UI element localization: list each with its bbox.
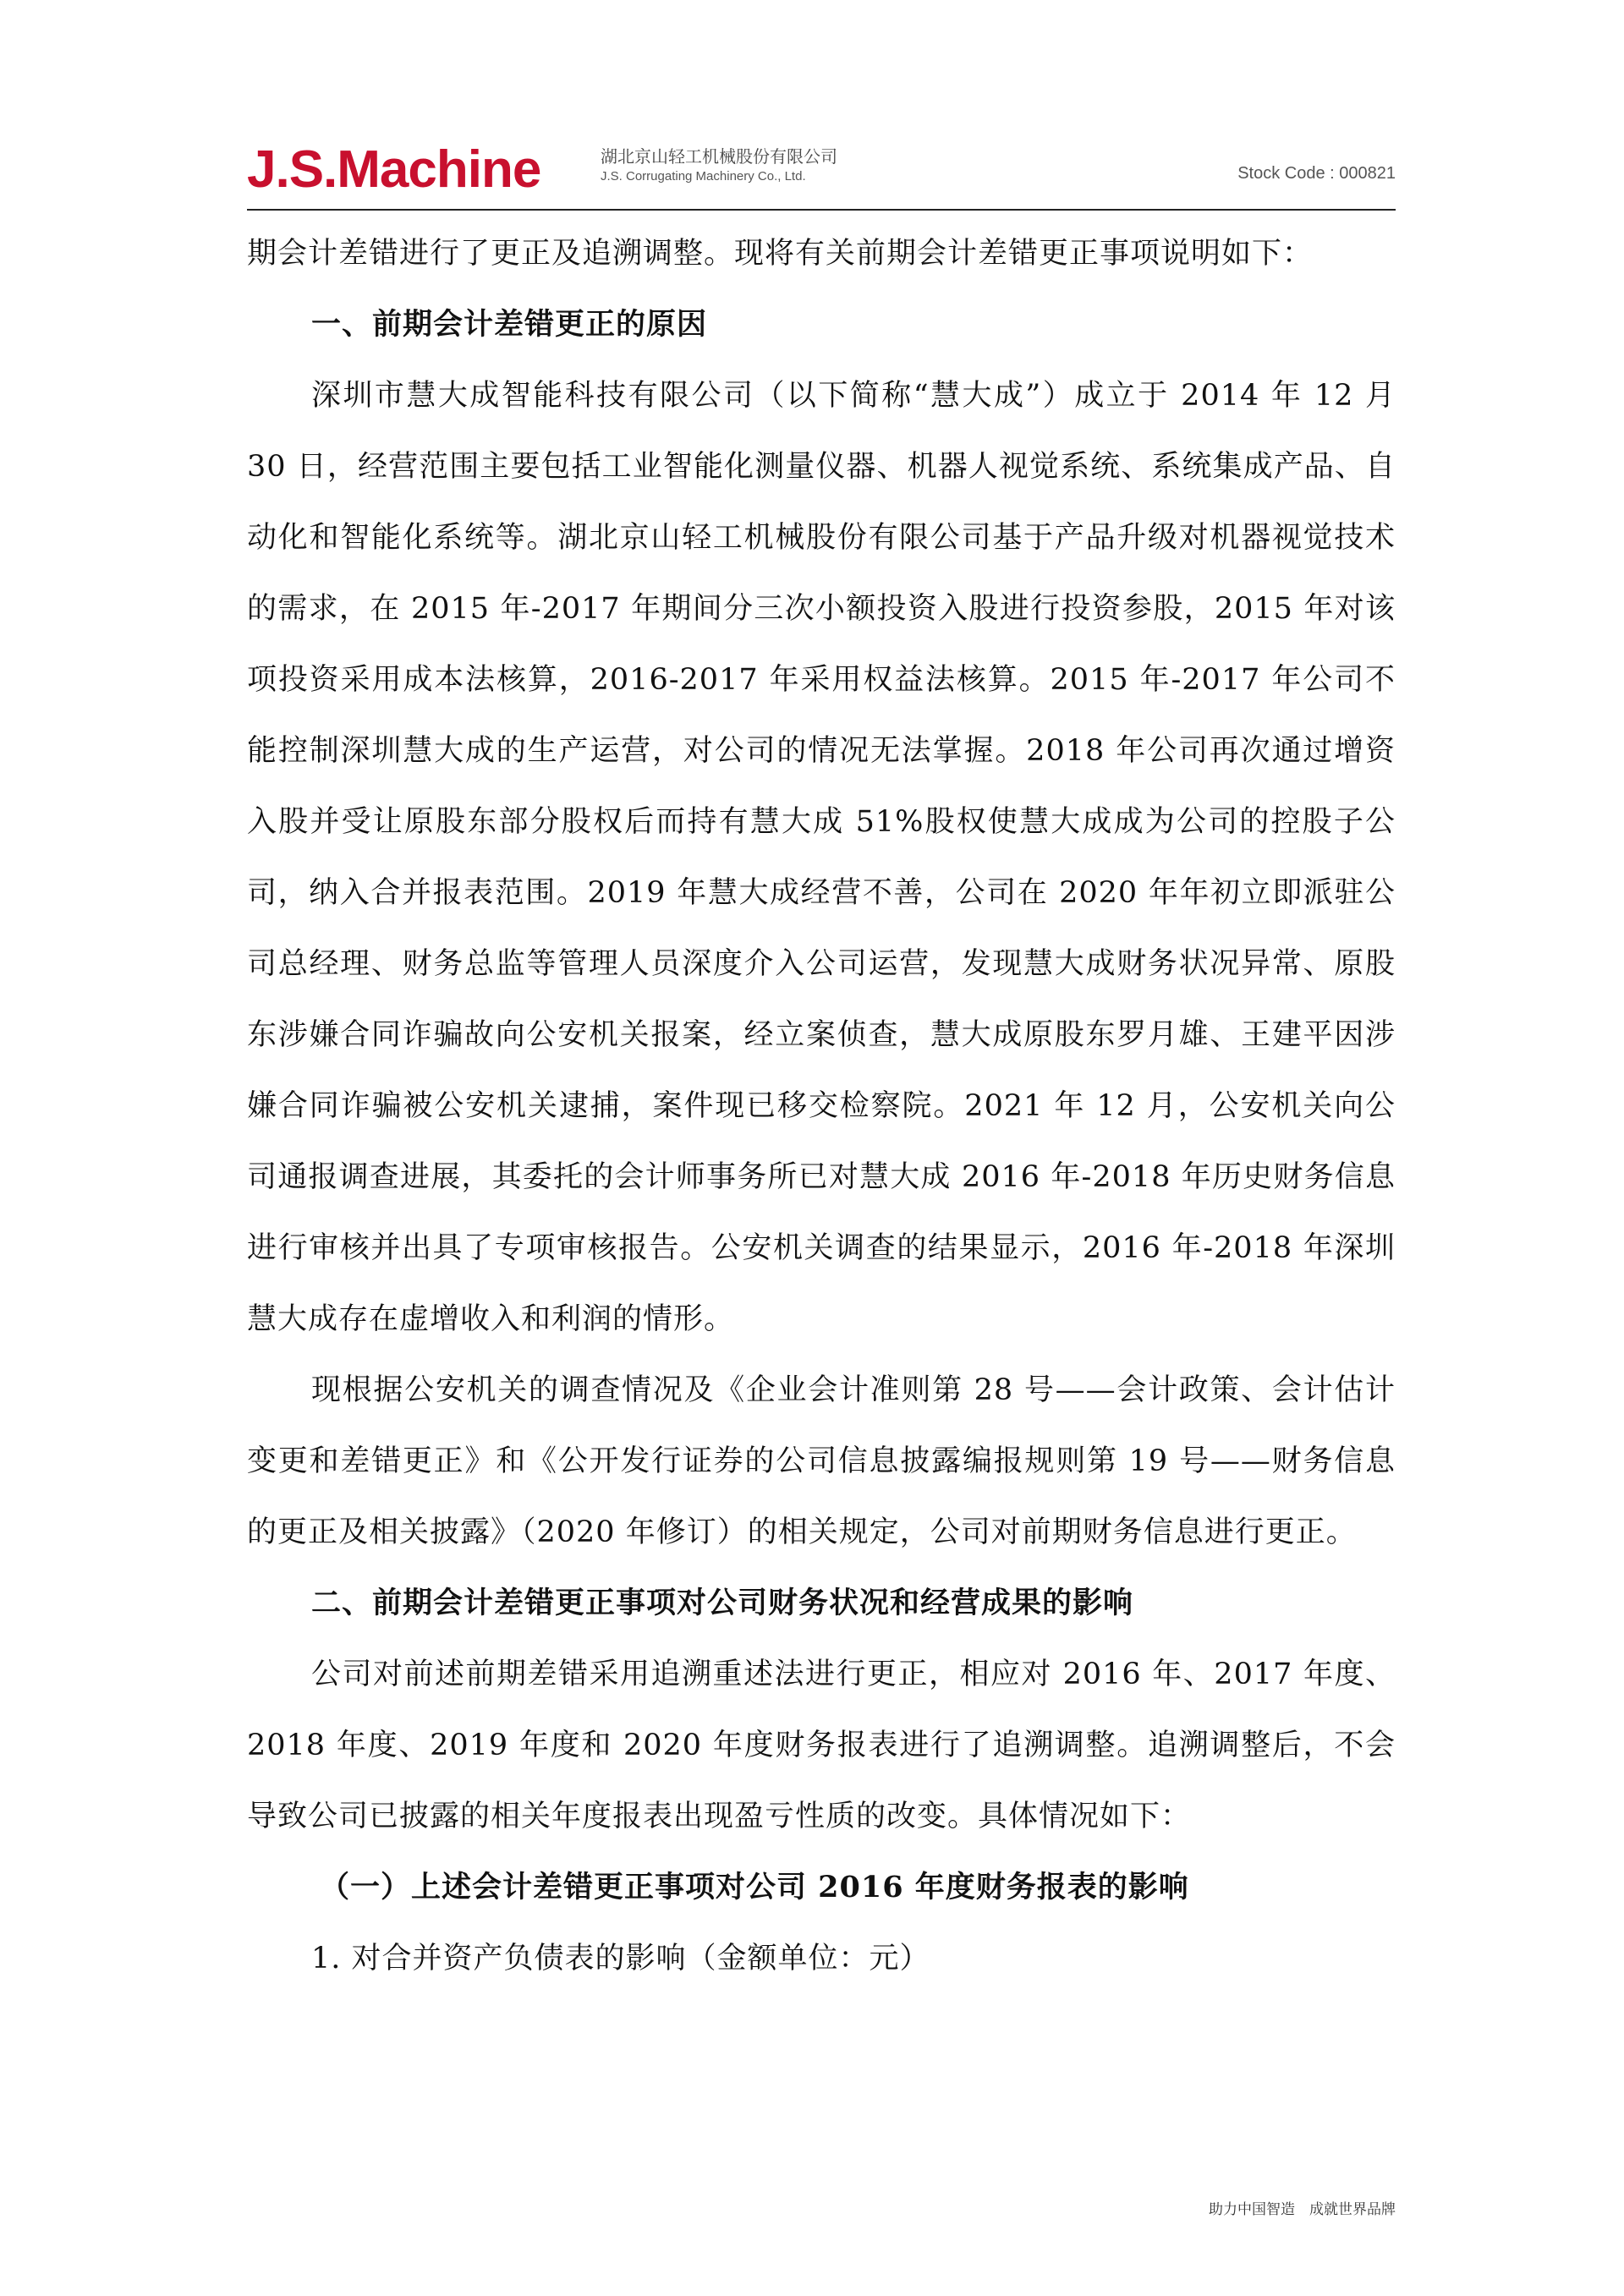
subsection-heading-2016: （一）上述会计差错更正事项对公司 2016 年度财务报表的影响 xyxy=(320,1870,1189,1904)
company-name-block xyxy=(601,147,837,186)
document-body xyxy=(247,218,1396,1994)
item-balance-sheet: 1. 对合并资产负债表的影响（金额单位：元） xyxy=(311,1942,930,1975)
company-logo: J.S.Machine xyxy=(247,140,541,199)
footer-slogan: 助力中国智造 成就世界品牌 xyxy=(1209,2201,1396,2217)
paragraph-reason: 深圳市慧大成智能科技有限公司（以下简称“慧大成”）成立于 2014 年 12 月 30 日，经营范围主要包括工业智能化测量仪器、机器人视觉系统、系统集成产品、自动化和智能化系统等。湖北京山轻工机械股份有限公司基于产品升级对机器视觉技术的需求，在 2015 年-2017 年期间分三次小额投资入股进行投资参股，2015 年对该项投资采用成本法核算，2016-2017 年采用权益法核算。2015 年-2017 年公司不能控制深圳慧大成的生产运营，对公司的情况无法掌握。2018 年公司再次通过增资入股并受让原股东部分股权后而持有慧大成 51%股权使慧大成成为公司的控股子公司，纳入合并报表范围。2019 年慧大成经营不善，公司在 2020 年年初立即派驻公司总经理、财务总监等管理人员深度介入公司运营，发现慧大成财务状况异常、原股东涉嫌合同诈骗故向公安机关报案，经立案侦查，慧大成原股东罗月雄、王建平因涉嫌合同诈骗被公安机关逮捕，案件现已移交检察院。2021 年 12 月，公安机关向公司通报调查进展，其委托的会计师事务所已对慧大成 2016 年-2018 年历史财务信息进行审核并出具了专项审核报告。公安机关调查的结果显示，2016 年-2018 年深圳慧大成存在虚增收入和利润的情形。 xyxy=(247,379,1396,1336)
section-heading-2: 二、前期会计差错更正事项对公司财务状况和经营成果的影响 xyxy=(311,1586,1134,1620)
page-header xyxy=(247,140,1396,199)
paragraph-basis: 现根据公安机关的调查情况及《企业会计准则第 28 号——会计政策、会计估计变更和差错更正》和《公开发行证券的公司信息披露编报规则第 19 号——财务信息的更正及相关披露》（2020 年修订）的相关规定，公司对前期财务信息进行更正。 xyxy=(247,1373,1396,1549)
stock-code: Stock Code : 000821 xyxy=(1237,164,1396,183)
section-heading-1: 一、前期会计差错更正的原因 xyxy=(311,307,708,342)
paragraph-impact: 公司对前述前期差错采用追溯重述法进行更正，相应对 2016 年、2017 年度、2018 年度、2019 年度和 2020 年度财务报表进行了追溯调整。追溯调整后，不会导致公司已披露的相关年度报表出现盈亏性质的改变。具体情况如下： xyxy=(247,1658,1396,1833)
paragraph-intro: 期会计差错进行了更正及追溯调整。现将有关前期会计差错更正事项说明如下： xyxy=(247,237,1314,271)
company-name-en: J.S. Corrugating Machinery Co., Ltd. xyxy=(601,169,806,184)
header-divider xyxy=(247,209,1396,211)
company-name-cn: 湖北京山轻工机械股份有限公司 xyxy=(601,148,837,167)
